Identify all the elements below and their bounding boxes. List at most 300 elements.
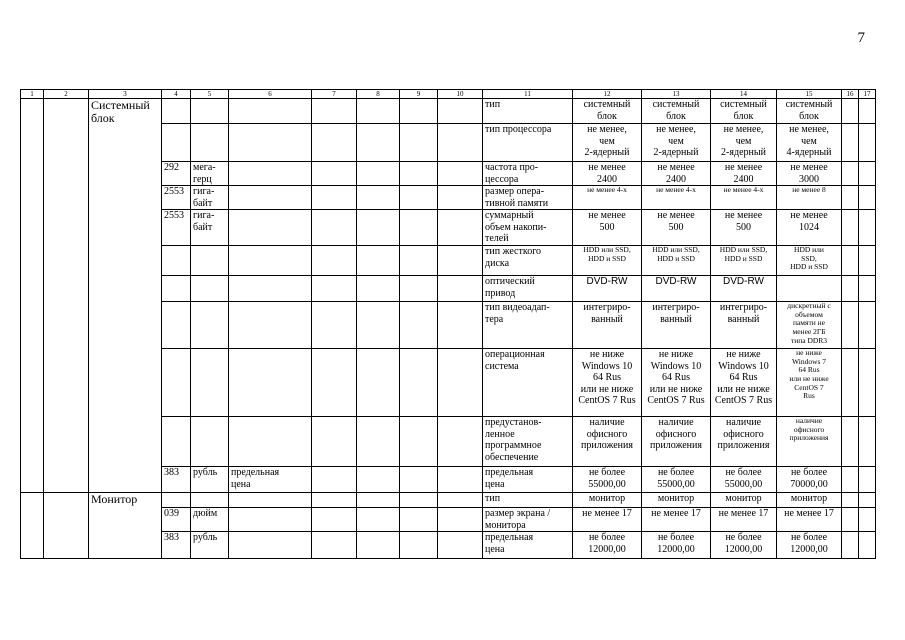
- limit-characteristic: [229, 186, 312, 210]
- value-14-text: интегриро- ванный: [719, 302, 768, 325]
- col16-cell: [842, 210, 859, 246]
- col8-cell: [357, 246, 400, 276]
- value-14-text: не менее 500: [724, 210, 763, 233]
- group-name: [89, 99, 162, 493]
- unit-name: [191, 417, 229, 467]
- value-14-text: монитор: [725, 493, 762, 504]
- value-13: [642, 162, 711, 186]
- col8-cell: [357, 349, 400, 417]
- characteristic-name-text: оптический привод: [485, 276, 535, 299]
- okei-code: [162, 210, 191, 246]
- value-12-text: не менее 17: [582, 508, 632, 519]
- value-15: [777, 349, 842, 417]
- characteristic-name-text: частота про- цессора: [485, 162, 539, 185]
- value-12-text: HDD или SSD, HDD и SSD: [583, 245, 631, 263]
- value-12-text: не менее, чем 2-ядерный: [584, 124, 630, 158]
- value-15-text: HDD или SSD, HDD и SSD: [790, 245, 828, 272]
- col17-cell: [859, 99, 876, 124]
- group-name: [89, 493, 162, 559]
- characteristic-name: [483, 417, 573, 467]
- col9-cell: [400, 162, 438, 186]
- col17-cell: [859, 124, 876, 162]
- characteristic-name-text: суммарный объем накопи- телей: [485, 210, 547, 244]
- okei-code: [162, 417, 191, 467]
- characteristic-name-text: тип жесткого диска: [485, 246, 542, 269]
- unit-name-text: рубль: [193, 467, 218, 478]
- value-12-text: не ниже Windows 10 64 Rus или не ниже CentOS 7 Rus: [578, 349, 636, 406]
- value-15-text: не менее 8: [792, 185, 826, 194]
- limit-characteristic: [229, 467, 312, 493]
- characteristic-name-text: тип видеоадап- тера: [485, 302, 550, 325]
- value-13-text: интегриро- ванный: [652, 302, 700, 325]
- col7-cell: [312, 532, 357, 559]
- column-number: 5: [191, 90, 229, 99]
- col9-cell: [400, 186, 438, 210]
- okei-code-text: 2553: [164, 210, 184, 221]
- col16-cell: [842, 493, 859, 508]
- col10-cell: [438, 246, 483, 276]
- unit-name: [191, 210, 229, 246]
- value-13-text: не менее 2400: [657, 162, 695, 185]
- col10-cell: [438, 467, 483, 493]
- col17-cell: [859, 508, 876, 532]
- characteristic-name-text: предустанов- ленное программное обеспечение: [485, 417, 542, 463]
- value-13: [642, 302, 711, 349]
- col7-cell: [312, 417, 357, 467]
- value-12: [573, 124, 642, 162]
- value-14-text: не менее 2400: [724, 162, 763, 185]
- value-12-text: DVD-RW: [586, 276, 628, 287]
- value-13: [642, 124, 711, 162]
- characteristic-name: [483, 276, 573, 302]
- limit-characteristic-text: предельная цена: [231, 467, 280, 490]
- col16-cell: [842, 349, 859, 417]
- col10-cell: [438, 162, 483, 186]
- value-15: [777, 493, 842, 508]
- characteristic-name: [483, 246, 573, 276]
- value-14: [711, 532, 777, 559]
- okei-code-text: 383: [164, 467, 179, 478]
- value-13-text: не более 12000,00: [657, 532, 695, 555]
- col9-cell: [400, 124, 438, 162]
- col10-cell: [438, 532, 483, 559]
- okei-code-text: 039: [164, 508, 179, 519]
- value-12-text: не менее 2400: [588, 162, 626, 185]
- value-12-text: не менее 4-х: [587, 185, 627, 194]
- column-number: 13: [642, 90, 711, 99]
- value-12: [573, 302, 642, 349]
- value-14-text: наличие офисного приложения: [717, 417, 770, 451]
- col17-cell: [859, 276, 876, 302]
- value-14: [711, 124, 777, 162]
- col8-cell: [357, 99, 400, 124]
- limit-characteristic: [229, 508, 312, 532]
- specification-table: [20, 89, 876, 559]
- value-15-text: монитор: [790, 493, 828, 504]
- col8-cell: [357, 210, 400, 246]
- value-12: [573, 246, 642, 276]
- column-number: 8: [357, 90, 400, 99]
- value-15-text: не ниже Windows 7 64 Rus или не ниже CentOS 7 Rus: [789, 348, 829, 401]
- col16-cell: [842, 532, 859, 559]
- unit-name: [191, 124, 229, 162]
- col7-cell: [312, 246, 357, 276]
- value-14-text: не менее 4-х: [723, 185, 764, 194]
- value-14-text: системный блок: [720, 99, 767, 122]
- unit-name: [191, 532, 229, 559]
- characteristic-name-text: операционная система: [485, 349, 545, 372]
- value-13-text: не ниже Windows 10 64 Rus или не ниже CentOS 7 Rus: [647, 349, 705, 406]
- value-15: [777, 162, 842, 186]
- value-14-text: DVD-RW: [723, 276, 764, 287]
- value-13: [642, 467, 711, 493]
- value-14: [711, 417, 777, 467]
- unit-name-text: гига- байт: [193, 186, 215, 209]
- okei-code: [162, 246, 191, 276]
- col7-cell: [312, 276, 357, 302]
- value-12-text: не более 12000,00: [588, 532, 626, 555]
- col16-cell: [842, 276, 859, 302]
- col8-cell: [357, 302, 400, 349]
- col1-cell: [21, 99, 44, 493]
- col8-cell: [357, 417, 400, 467]
- value-14: [711, 508, 777, 532]
- limit-characteristic: [229, 99, 312, 124]
- value-14-text: не менее 17: [718, 508, 769, 519]
- column-number: 3: [89, 90, 162, 99]
- characteristic-name: [483, 532, 573, 559]
- value-14-text: HDD или SSD, HDD и SSD: [719, 245, 768, 263]
- value-15: [777, 210, 842, 246]
- value-15-text: системный блок: [785, 99, 833, 122]
- value-12: [573, 467, 642, 493]
- value-13-text: не менее, чем 2-ядерный: [653, 124, 699, 158]
- okei-code-text: 2553: [164, 186, 184, 197]
- value-13: [642, 276, 711, 302]
- col8-cell: [357, 162, 400, 186]
- okei-code-text: 383: [164, 532, 179, 543]
- col9-cell: [400, 302, 438, 349]
- value-12-text: наличие офисного приложения: [581, 417, 633, 451]
- value-13: [642, 493, 711, 508]
- okei-code: [162, 124, 191, 162]
- value-13: [642, 99, 711, 124]
- characteristic-name: [483, 210, 573, 246]
- value-12-text: не более 55000,00: [588, 467, 626, 490]
- value-14: [711, 493, 777, 508]
- limit-characteristic: [229, 210, 312, 246]
- value-14: [711, 349, 777, 417]
- value-15: [777, 186, 842, 210]
- value-14-text: не ниже Windows 10 64 Rus или не ниже CentOS 7 Rus: [714, 349, 773, 406]
- characteristic-name: [483, 186, 573, 210]
- value-15-text: наличие офисного приложения: [789, 416, 829, 443]
- col17-cell: [859, 302, 876, 349]
- col17-cell: [859, 246, 876, 276]
- value-15-text: не менее 3000: [790, 162, 828, 185]
- value-15-text: не менее 17: [784, 508, 834, 519]
- col9-cell: [400, 99, 438, 124]
- value-13: [642, 532, 711, 559]
- col10-cell: [438, 210, 483, 246]
- col9-cell: [400, 276, 438, 302]
- value-13-text: не менее 500: [657, 210, 695, 233]
- value-15-text: дискретный с объемом памяти не менее 2ГБ типа DDR3: [787, 301, 831, 345]
- okei-code: [162, 276, 191, 302]
- unit-name-text: дюйм: [193, 508, 218, 519]
- okei-code: [162, 186, 191, 210]
- value-13: [642, 417, 711, 467]
- col16-cell: [842, 417, 859, 467]
- col17-cell: [859, 532, 876, 559]
- limit-characteristic: [229, 124, 312, 162]
- characteristic-name: [483, 124, 573, 162]
- col9-cell: [400, 532, 438, 559]
- column-number: 2: [44, 90, 89, 99]
- value-15: [777, 124, 842, 162]
- okei-code: [162, 493, 191, 508]
- value-14-text: не более 12000,00: [724, 532, 763, 555]
- column-number: 7: [312, 90, 357, 99]
- value-14: [711, 276, 777, 302]
- value-13-text: наличие офисного приложения: [650, 417, 702, 451]
- limit-characteristic: [229, 302, 312, 349]
- col9-cell: [400, 467, 438, 493]
- col8-cell: [357, 276, 400, 302]
- page-number: 7: [857, 30, 865, 46]
- col16-cell: [842, 124, 859, 162]
- col17-cell: [859, 162, 876, 186]
- table-row: [21, 99, 876, 124]
- value-13-text: монитор: [657, 493, 695, 504]
- okei-code: [162, 467, 191, 493]
- col10-cell: [438, 349, 483, 417]
- unit-name: [191, 302, 229, 349]
- value-14: [711, 210, 777, 246]
- col9-cell: [400, 508, 438, 532]
- group-name-text: Системный блок: [91, 98, 150, 126]
- value-15-text: не менее 1024: [790, 210, 828, 233]
- value-15: [777, 276, 842, 302]
- okei-code: [162, 162, 191, 186]
- value-12-text: не менее 500: [588, 210, 626, 233]
- col8-cell: [357, 467, 400, 493]
- unit-name: [191, 246, 229, 276]
- col2-cell: [44, 99, 89, 493]
- unit-name: [191, 99, 229, 124]
- limit-characteristic: [229, 276, 312, 302]
- col10-cell: [438, 508, 483, 532]
- col7-cell: [312, 467, 357, 493]
- unit-name: [191, 493, 229, 508]
- value-15-text: не более 70000,00: [790, 467, 828, 490]
- col9-cell: [400, 493, 438, 508]
- okei-code: [162, 532, 191, 559]
- characteristic-name: [483, 349, 573, 417]
- col16-cell: [842, 162, 859, 186]
- characteristic-name-text: размер экрана / монитора: [485, 508, 551, 531]
- unit-name: [191, 162, 229, 186]
- characteristic-name: [483, 467, 573, 493]
- value-15-text: не менее, чем 4-ядерный: [786, 124, 832, 158]
- characteristic-name-text: тип: [485, 99, 501, 110]
- unit-name-text: рубль: [193, 532, 218, 543]
- characteristic-name: [483, 302, 573, 349]
- limit-characteristic: [229, 417, 312, 467]
- value-15: [777, 532, 842, 559]
- value-13-text: системный блок: [652, 99, 700, 122]
- value-12-text: интегриро- ванный: [583, 302, 631, 325]
- table-row: [21, 493, 876, 508]
- col2-cell: [44, 493, 89, 559]
- value-14: [711, 302, 777, 349]
- column-number-row: [21, 90, 876, 99]
- col7-cell: [312, 124, 357, 162]
- col9-cell: [400, 246, 438, 276]
- col10-cell: [438, 417, 483, 467]
- characteristic-name: [483, 508, 573, 532]
- value-12: [573, 186, 642, 210]
- limit-characteristic: [229, 532, 312, 559]
- value-12: [573, 508, 642, 532]
- value-13-text: не менее 4-х: [656, 185, 696, 194]
- col17-cell: [859, 417, 876, 467]
- col17-cell: [859, 493, 876, 508]
- value-12: [573, 276, 642, 302]
- col17-cell: [859, 210, 876, 246]
- col7-cell: [312, 99, 357, 124]
- characteristic-name: [483, 99, 573, 124]
- value-12: [573, 349, 642, 417]
- value-13: [642, 349, 711, 417]
- col7-cell: [312, 162, 357, 186]
- unit-name: [191, 186, 229, 210]
- value-15: [777, 99, 842, 124]
- col17-cell: [859, 186, 876, 210]
- col16-cell: [842, 99, 859, 124]
- column-number: 9: [400, 90, 438, 99]
- column-number: 14: [711, 90, 777, 99]
- column-number: 12: [573, 90, 642, 99]
- characteristic-name-text: предельная цена: [485, 467, 534, 490]
- col8-cell: [357, 532, 400, 559]
- col10-cell: [438, 276, 483, 302]
- value-14: [711, 99, 777, 124]
- okei-code: [162, 349, 191, 417]
- column-number: 17: [859, 90, 876, 99]
- characteristic-name-text: тип: [485, 493, 501, 504]
- characteristic-name: [483, 162, 573, 186]
- value-13-text: HDD или SSD, HDD и SSD: [652, 245, 700, 263]
- column-number: 15: [777, 90, 842, 99]
- value-15: [777, 302, 842, 349]
- value-15: [777, 467, 842, 493]
- col10-cell: [438, 302, 483, 349]
- col10-cell: [438, 124, 483, 162]
- col10-cell: [438, 99, 483, 124]
- characteristic-name-text: предельная цена: [485, 532, 534, 555]
- value-13: [642, 246, 711, 276]
- column-number: 11: [483, 90, 573, 99]
- value-15: [777, 417, 842, 467]
- limit-characteristic: [229, 246, 312, 276]
- col8-cell: [357, 508, 400, 532]
- col9-cell: [400, 210, 438, 246]
- unit-name: [191, 349, 229, 417]
- col7-cell: [312, 493, 357, 508]
- okei-code: [162, 302, 191, 349]
- group-name-text: Монитор: [91, 492, 138, 506]
- col7-cell: [312, 302, 357, 349]
- value-13-text: не менее 17: [651, 508, 701, 519]
- col9-cell: [400, 349, 438, 417]
- okei-code: [162, 99, 191, 124]
- col16-cell: [842, 186, 859, 210]
- col7-cell: [312, 210, 357, 246]
- col17-cell: [859, 467, 876, 493]
- value-14: [711, 186, 777, 210]
- value-15: [777, 246, 842, 276]
- limit-characteristic: [229, 162, 312, 186]
- characteristic-name-text: тип процессора: [485, 124, 552, 135]
- col16-cell: [842, 508, 859, 532]
- col8-cell: [357, 186, 400, 210]
- value-14-text: не менее, чем 2-ядерный: [721, 124, 766, 158]
- value-12-text: системный блок: [583, 99, 631, 122]
- column-number: 1: [21, 90, 44, 99]
- limit-characteristic: [229, 349, 312, 417]
- column-number: 6: [229, 90, 312, 99]
- col1-cell: [21, 493, 44, 559]
- col10-cell: [438, 493, 483, 508]
- value-13: [642, 210, 711, 246]
- value-14: [711, 162, 777, 186]
- characteristic-name-text: размер опера- тивной памяти: [485, 186, 549, 209]
- value-12: [573, 210, 642, 246]
- column-number: 10: [438, 90, 483, 99]
- characteristic-name: [483, 493, 573, 508]
- unit-name: [191, 467, 229, 493]
- unit-name: [191, 508, 229, 532]
- col8-cell: [357, 124, 400, 162]
- okei-code-text: 292: [164, 162, 179, 173]
- value-12: [573, 99, 642, 124]
- value-13: [642, 508, 711, 532]
- col7-cell: [312, 508, 357, 532]
- column-number: 4: [162, 90, 191, 99]
- value-14: [711, 246, 777, 276]
- col8-cell: [357, 493, 400, 508]
- value-12: [573, 532, 642, 559]
- unit-name: [191, 276, 229, 302]
- value-14-text: не более 55000,00: [724, 467, 763, 490]
- col17-cell: [859, 349, 876, 417]
- value-13: [642, 186, 711, 210]
- col16-cell: [842, 467, 859, 493]
- value-15-text: не более 12000,00: [790, 532, 828, 555]
- value-12: [573, 162, 642, 186]
- col16-cell: [842, 302, 859, 349]
- value-14: [711, 467, 777, 493]
- value-12: [573, 493, 642, 508]
- unit-name-text: мега- герц: [193, 162, 216, 185]
- col7-cell: [312, 186, 357, 210]
- value-13-text: DVD-RW: [655, 276, 697, 287]
- value-13-text: не более 55000,00: [657, 467, 695, 490]
- col10-cell: [438, 186, 483, 210]
- limit-characteristic: [229, 493, 312, 508]
- col16-cell: [842, 246, 859, 276]
